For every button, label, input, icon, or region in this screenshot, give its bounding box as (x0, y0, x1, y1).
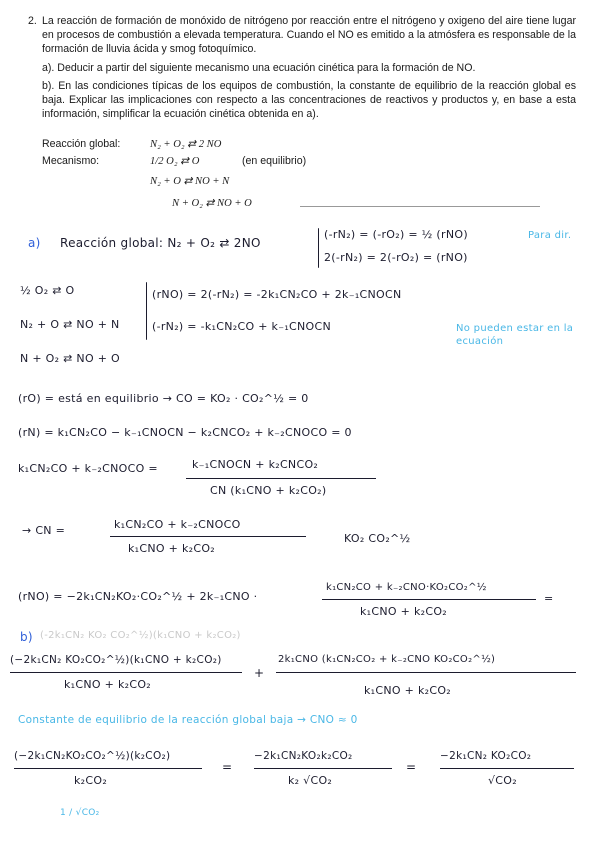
global-equation: N₂ + O₂ ⇄ 2 NO (150, 139, 222, 150)
hw-brace-rates (146, 282, 147, 340)
hw-b-plus: + (254, 666, 265, 680)
mechanism-step-1-note: (en equilibrio) (242, 155, 307, 167)
hw-global-reaction: Reacción global: N₂ + O₂ ⇄ 2NO (60, 236, 261, 250)
hw-b-term2-numerator: 2k₁CNO (k₁CN₂CO₂ + k₋₂CNO KO₂CO₂^½) (278, 654, 496, 665)
hw-rate-no: (rNO) = 2(-rN₂) = -2k₁CN₂CO + 2k₋₁CNOCN (152, 288, 402, 301)
global-label: Reacción global: (42, 138, 121, 150)
hw-note-right: Para dir. (528, 230, 572, 241)
hw-b-term1-bar (10, 672, 242, 673)
hw-b-faint: (-2k₁CN₂ KO₂ CO₂^½)(k₁CNO + k₂CO₂) (40, 630, 241, 641)
part-a-text: a). Deducir a partir del siguiente mecanismo una ecuación cinética para la formación de NO. (42, 61, 476, 74)
hw-part-b-label: b) (20, 630, 33, 644)
problem-number: 2. (28, 15, 37, 27)
hw-final-lhs: (rNO) = −2k₁CN₂KO₂·CO₂^½ + 2k₋₁CNO · (18, 590, 258, 603)
hw-final-denominator: k₁CNO + k₂CO₂ (360, 605, 447, 618)
hw-cn-bar (110, 536, 306, 537)
hw-s1-denominator: k₂CO₂ (74, 774, 108, 787)
hw-steady-numerator: k₋₁CNOCN + k₂CNCO₂ (192, 458, 319, 471)
hw-b-term1-denominator: k₁CNO + k₂CO₂ (64, 678, 151, 691)
hw-steady-lhs: k₁CN₂CO + k₋₂CNOCO = (18, 462, 158, 475)
hw-b-note: Constante de equilibrio de la reacción global baja → CNO ≈ 0 (18, 714, 358, 726)
hw-rate-relation-1: (-rN₂) = (-rO₂) = ½ (rNO) (324, 228, 468, 241)
hw-rate-n: (rN) = k₁CN₂CO − k₋₁CNOCN − k₂CNCO₂ + k₋₂CNOCO = 0 (18, 426, 352, 439)
hw-steady-bar (186, 478, 376, 479)
hw-final-bar (322, 599, 536, 600)
mechanism-step-2: N₂ + O ⇄ NO + N (150, 176, 230, 187)
hw-mech-1: ½ O₂ ⇄ O (20, 284, 75, 297)
hw-s2-equals: = (406, 760, 417, 774)
hw-final-numerator: k₁CN₂CO + k₋₂CNO·KO₂CO₂^½ (326, 582, 487, 593)
problem-intro: 2. La reacción de formación de monóxido de nitrógeno por reacción entre el nitrógeno y oxigeno del aire tiene lugar en procesos de combustión a elevada temperatura. Cuando el NO es emitido a la atmósfera es responsable de la formación de lluvia ácida y smog fotoquímico. (28, 15, 576, 56)
hw-b-term1-numerator: (−2k₁CN₂ KO₂CO₂^½)(k₁CNO + k₂CO₂) (10, 654, 222, 666)
hw-brace-relations (318, 228, 319, 268)
hw-bottom-fraction: 1 / √CO₂ (60, 808, 100, 818)
hw-s1-numerator: (−2k₁CN₂KO₂CO₂^½)(k₂CO₂) (14, 750, 171, 762)
hw-rate-n2: (-rN₂) = -k₁CN₂CO + k₋₁CNOCN (152, 320, 332, 333)
problem-statement (28, 14, 576, 125)
hw-steady-denominator: CN (k₁CNO + k₂CO₂) (210, 484, 327, 497)
hw-s3-denominator: √CO₂ (488, 774, 517, 787)
hw-cn-denominator: k₁CNO + k₂CO₂ (128, 542, 215, 555)
hw-s3-bar (440, 768, 574, 769)
separator-line (300, 206, 540, 207)
hw-s2-denominator: k₂ √CO₂ (288, 774, 333, 787)
hw-cn-numerator: k₁CN₂CO + k₋₂CNOCO (114, 518, 241, 531)
hw-s3-numerator: −2k₁CN₂ KO₂CO₂ (440, 750, 532, 762)
hw-note-blue: No pueden estar en la ecuación (456, 323, 574, 347)
hw-s1-equals: = (222, 760, 233, 774)
hw-part-a-label: a) (28, 236, 41, 250)
hw-b-term2-denominator: k₁CNO + k₂CO₂ (364, 684, 451, 697)
hw-s2-numerator: −2k₁CN₂KO₂k₂CO₂ (254, 750, 353, 762)
mechanism-label: Mecanismo: (42, 155, 100, 167)
hw-s2-bar (254, 768, 392, 769)
mechanism-step-3: N + O₂ ⇄ NO + O (172, 198, 252, 209)
hw-final-equals: = (544, 592, 554, 605)
hw-b-term2-bar (276, 672, 576, 673)
hw-cn-tail: KO₂ CO₂^½ (344, 532, 411, 545)
part-b-text: b). En las condiciones típicas de los equipos de combustión, la constante de equilibrio de la reacción global es baja. Explicar las implicaciones con respecto a las concentraciones de reactivos y productos y, en base a esta información, simplificar la ecuación cinética obtenida en a). (42, 79, 576, 121)
hw-rate-relation-2: 2(-rN₂) = 2(-rO₂) = (rNO) (324, 251, 468, 264)
hw-mech-2: N₂ + O ⇄ NO + N (20, 318, 120, 331)
mechanism-step-1: 1/2 O₂ ⇄ O (150, 156, 200, 167)
hw-rate-o: (rO) = está en equilibrio → CO = KO₂ · CO₂^½ = 0 (18, 392, 309, 405)
hw-mech-3: N + O₂ ⇄ NO + O (20, 352, 120, 365)
hw-s1-bar (14, 768, 202, 769)
hw-cn-lhs: → CN = (22, 524, 66, 537)
